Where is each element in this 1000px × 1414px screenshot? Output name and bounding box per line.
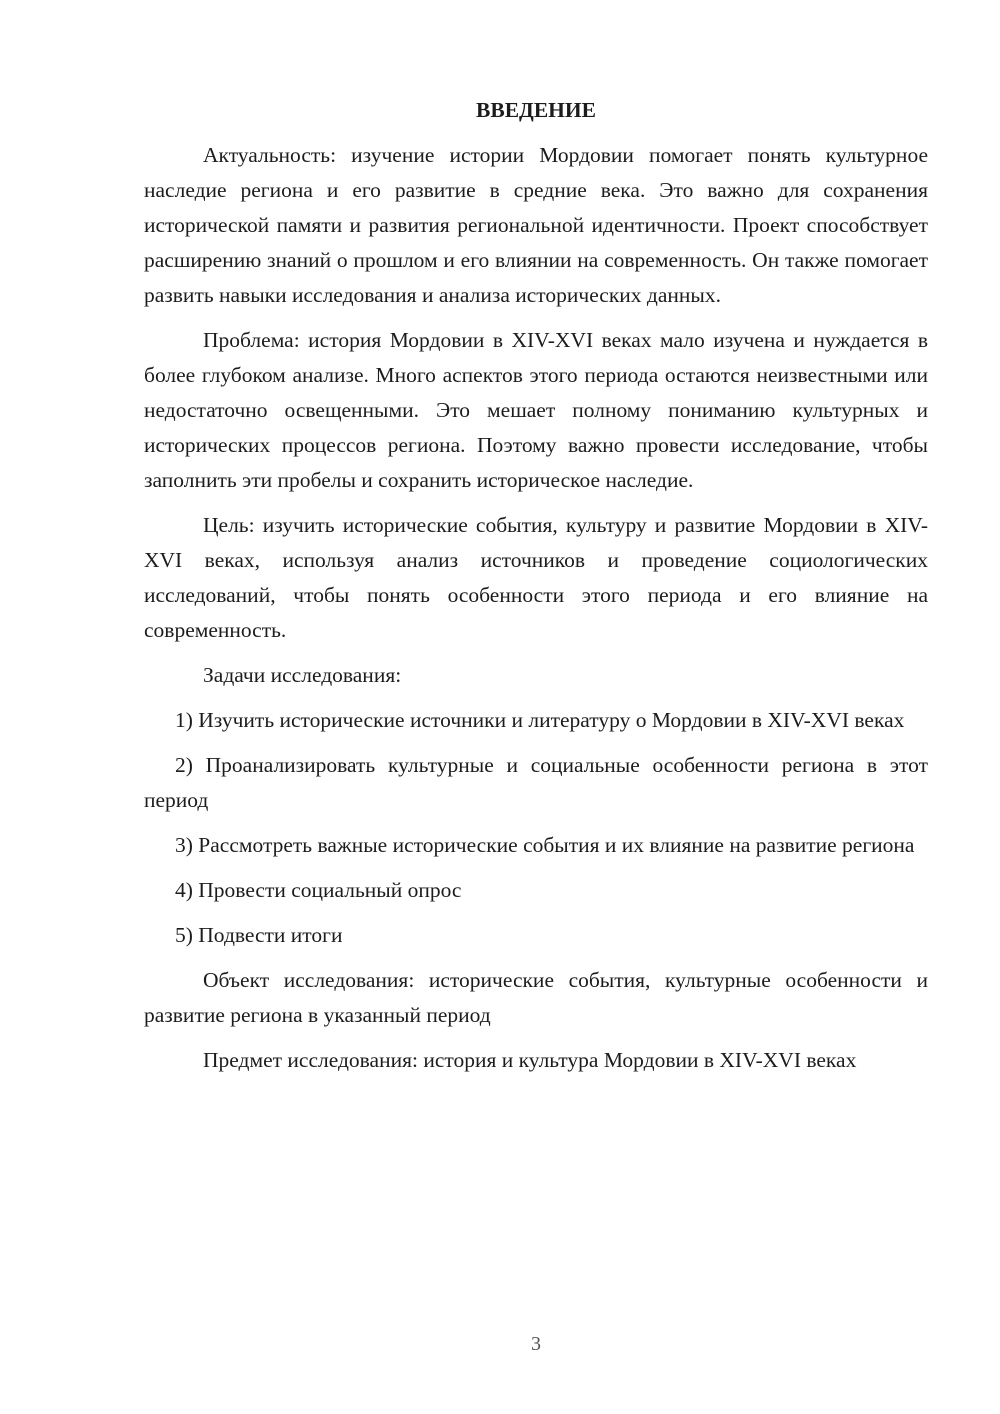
task-item-1: 1) Изучить исторические источники и литературу о Мордовии в XIV-XVI веках	[175, 708, 905, 732]
document-page	[144, 96, 928, 1088]
task-item-4: 4) Провести социальный опрос	[175, 878, 462, 902]
tasks-heading: Задачи исследования:	[203, 663, 402, 687]
task-item-3: 3) Рассмотреть важные исторические события и их влияние на развитие региона	[175, 833, 915, 857]
page-number: 3	[531, 1333, 541, 1355]
subject-paragraph: Предмет исследования: история и культура Мордовии в XIV-XVI веках	[203, 1048, 857, 1072]
task-item-2: 2) Проанализировать культурные и социальные особенности региона в этот период	[144, 753, 928, 812]
object-paragraph: Объект исследования: исторические события, культурные особенности и развитие региона в указанный период	[144, 968, 928, 1027]
problem-paragraph: Проблема: история Мордовии в XIV-XVI веках мало изучена и нуждается в более глубоком анализе. Много аспектов этого периода остаются неизвестными или недостаточно освещенными. Это мешает полному пониманию культурных и исторических процессов региона. Поэтому важно провести исследование, чтобы заполнить эти пробелы и сохранить историческое наследие.	[144, 328, 928, 492]
section-title: ВВЕДЕНИЕ	[476, 98, 596, 122]
relevance-paragraph: Актуальность: изучение истории Мордовии помогает понять культурное наследие региона и его развитие в средние века. Это важно для сохранения исторической памяти и развития региональной идентичности. Проект способствует расширению знаний о прошлом и его влиянии на современность. Он также помогает развить навыки исследования и анализа исторических данных.	[144, 143, 928, 307]
goal-paragraph: Цель: изучить исторические события, культуру и развитие Мордовии в XIV-XVI веках, используя анализ источников и проведение социологических исследований, чтобы понять особенности этого периода и его влияние на современность.	[144, 513, 928, 642]
task-item-5: 5) Подвести итоги	[175, 923, 343, 947]
